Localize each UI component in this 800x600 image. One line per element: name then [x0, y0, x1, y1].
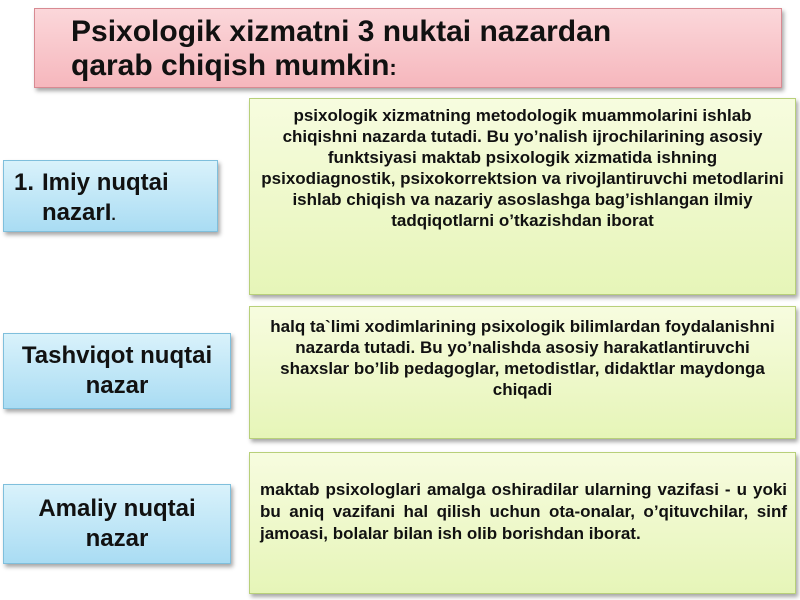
label-scientific	[3, 160, 218, 232]
description-practical: maktab psixologlari amalga oshiradilar ularning vazifasi - u yoki bu aniq vazifani hal qilish uchun ota-onalar, o’qituvchilar, sinf jamoasi, bolalar bilan ish olib borishdan iborat.	[249, 452, 796, 594]
title-line-2: qarab chiqish mumkin	[71, 49, 390, 82]
title-line-1: Psixologik xizmatni 3 nuktai nazardan	[71, 15, 612, 48]
slide-title	[71, 15, 771, 85]
label-propaganda-text: Tashviqot nuqtai nazar	[21, 342, 213, 399]
title-colon: :	[389, 55, 397, 80]
label-scientific-text	[42, 168, 218, 231]
label-practical	[3, 484, 231, 564]
label-propaganda	[3, 333, 231, 409]
label-practical-text: Amaliy nuqtai nazar	[38, 495, 196, 552]
title-box	[34, 8, 782, 88]
label-scientific-suffix: .	[111, 207, 116, 224]
label-scientific-main: Imiy nuqtai nazarI	[42, 169, 169, 226]
label-number: 1.	[14, 169, 35, 196]
description-scientific: psixologik xizmatning metodologik muammolarini ishlab chiqishni nazarda tutadi. Bu yo’nalish ijrochilarining asosiy funktsiyasi maktab psixologik xizmatida ishning psixodiagnostik, psixokorrektsion va rivojlantiruvchi metodlarini ishlab chiqish va nazariy asoslashga bag’ishlangan ilmiy tadqiqotlarni o’tkazishdan iborat	[249, 98, 796, 295]
description-propaganda: halq ta`limi xodimlarining psixologik bilimlardan foydalanishni nazarda tutadi. Bu yo’nalishda asosiy harakatlantiruvchi shaxslar bo’lib pedagoglar, metodistlar, didaktlar maydonga chiqadi	[249, 306, 796, 439]
